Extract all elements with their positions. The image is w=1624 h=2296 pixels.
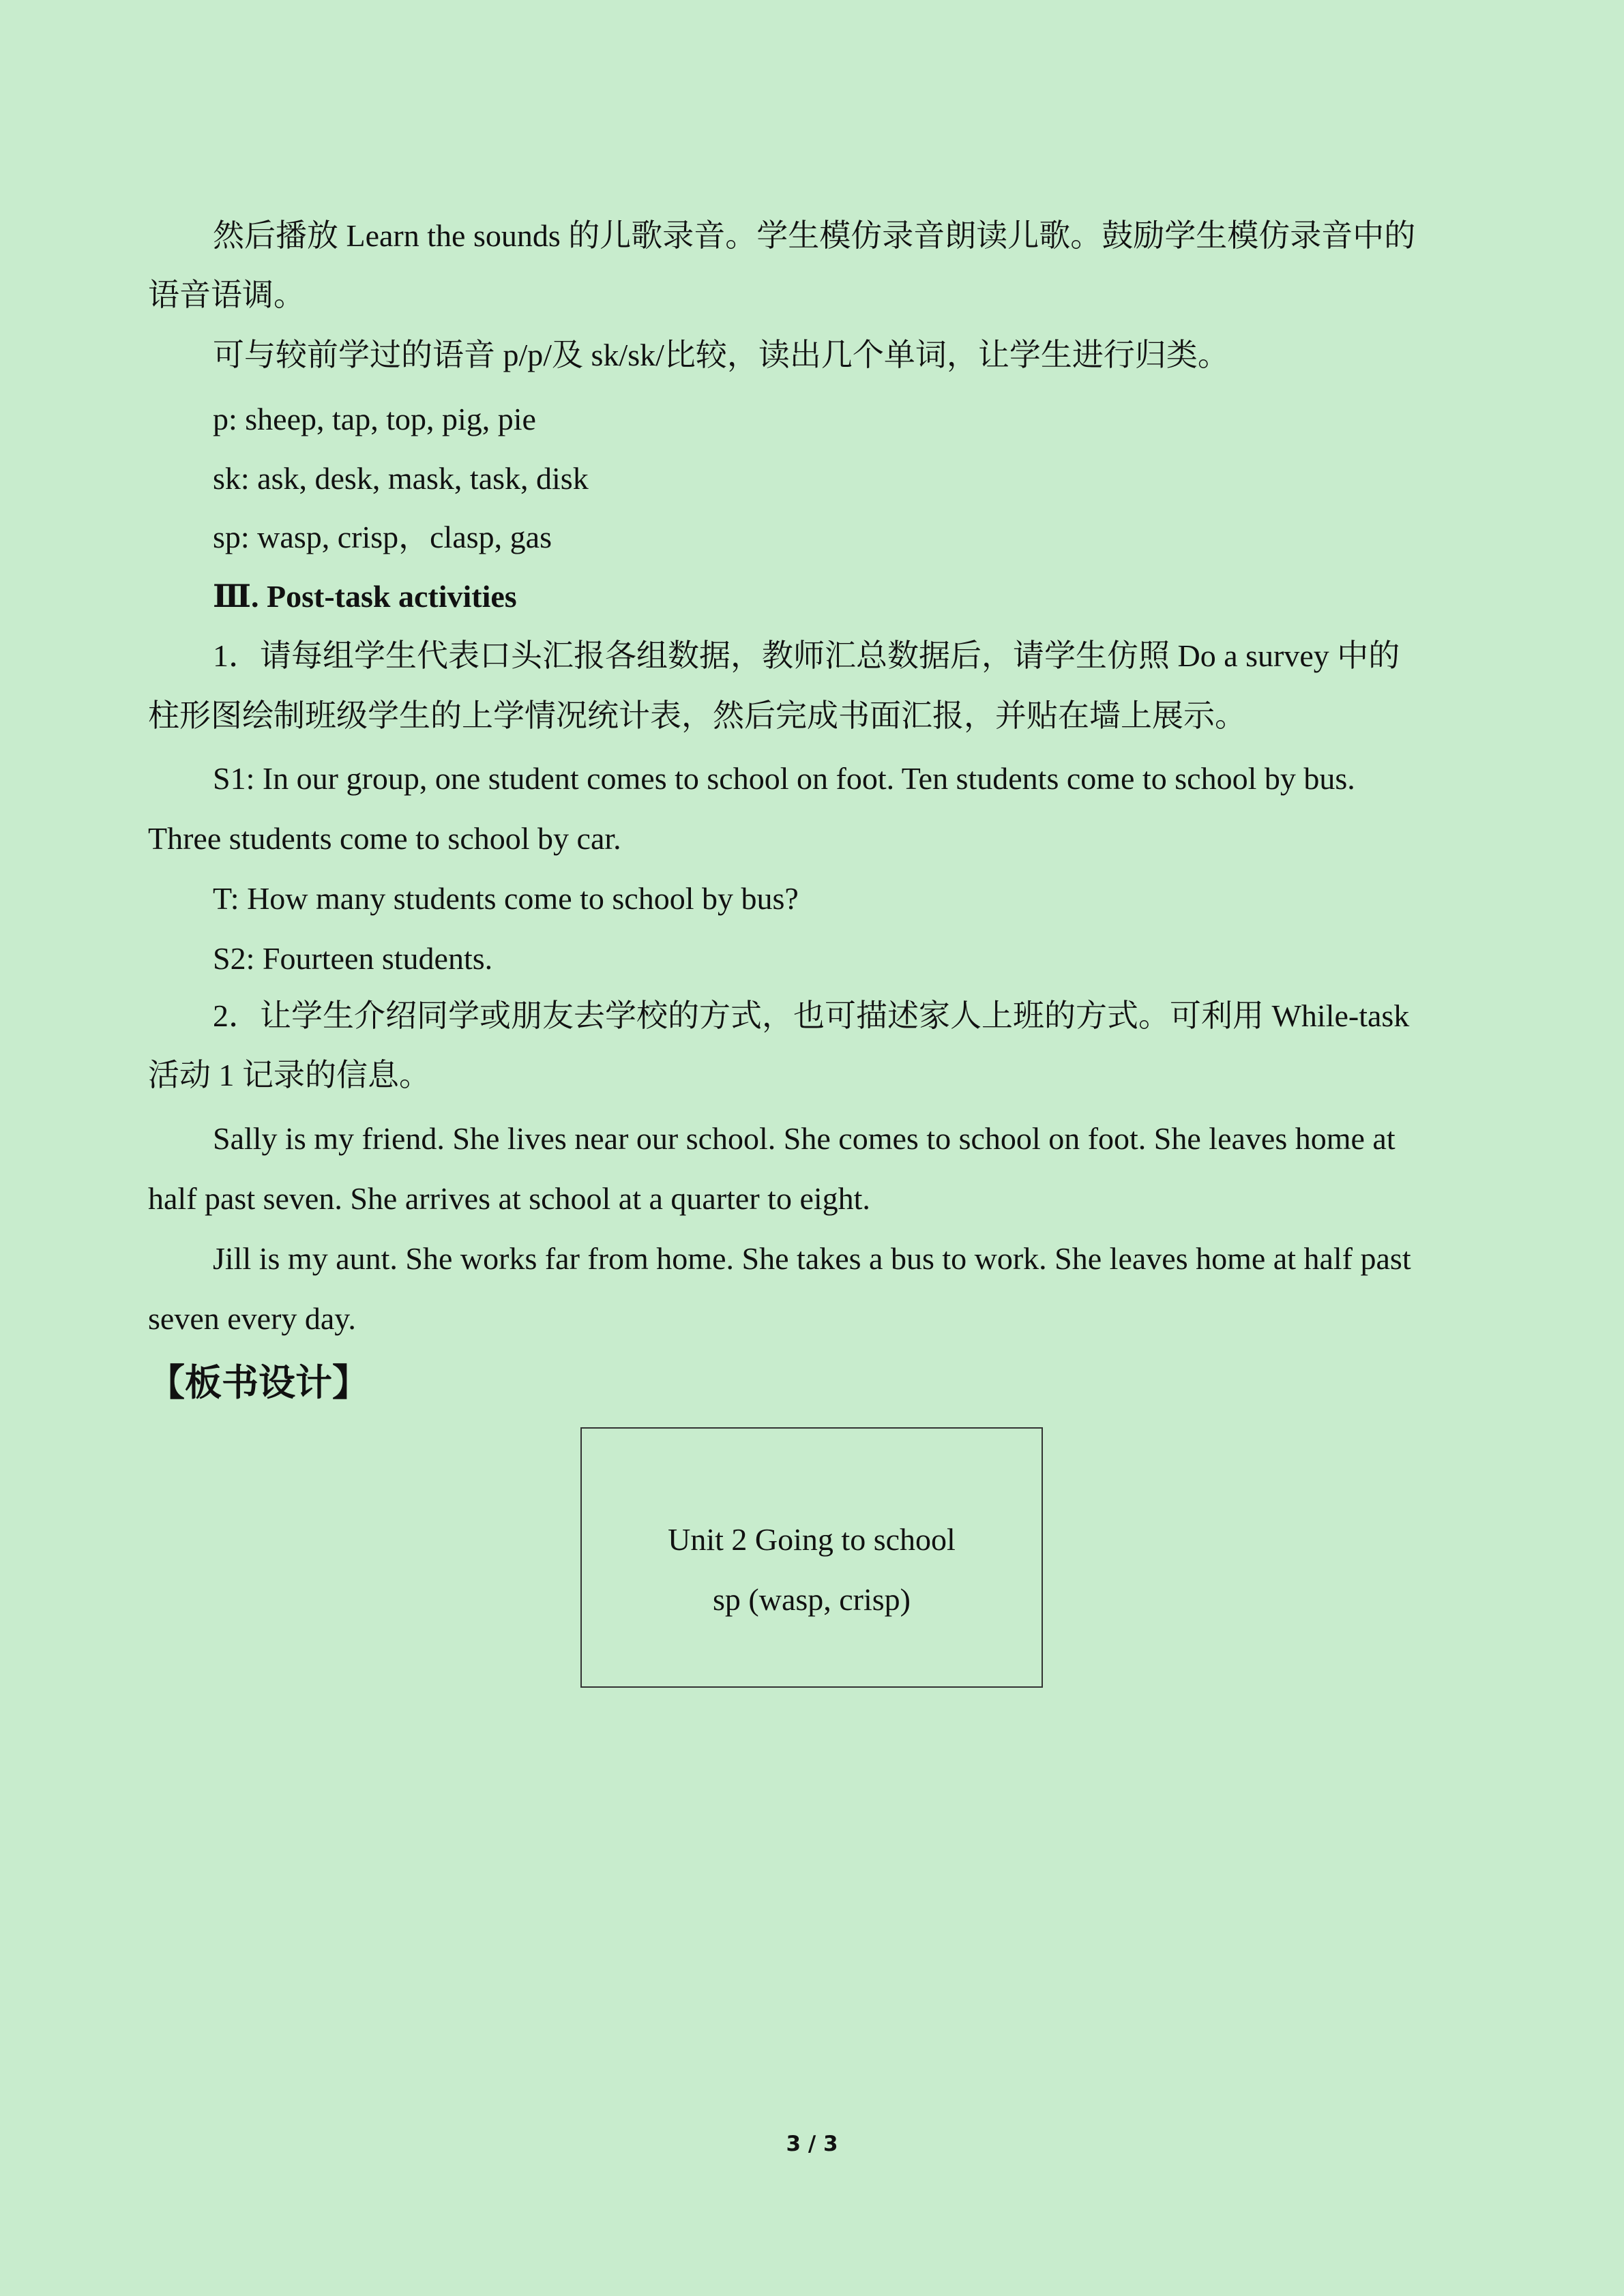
paragraph-line: half past seven. She arrives at school at a quarter to eight. bbox=[148, 1181, 870, 1216]
paragraph-line: Jill is my aunt. She works far from home. She takes a bus to work. She leaves home at half past bbox=[213, 1241, 1411, 1276]
page-number: 3 / 3 bbox=[786, 2132, 838, 2156]
paragraph-line: 语音语调。 bbox=[148, 278, 305, 312]
paragraph-line: 柱形图绘制班级学生的上学情况统计表，然后完成书面汇报，并贴在墙上展示。 bbox=[148, 698, 1246, 733]
dialogue-line: Three students come to school by car. bbox=[148, 821, 621, 856]
blackboard-design-box bbox=[580, 1427, 1043, 1688]
word-list-line: sk: ask, desk, mask, task, disk bbox=[213, 461, 589, 496]
dialogue-line: T: How many students come to school by bus? bbox=[213, 881, 799, 916]
paragraph-line: 1．请每组学生代表口头汇报各组数据，教师汇总数据后，请学生仿照 Do a survey 中的 bbox=[213, 638, 1400, 673]
subsection-heading: Ⅲ. Post-task activities bbox=[213, 579, 517, 614]
paragraph-line: 活动 1 记录的信息。 bbox=[148, 1058, 430, 1092]
dialogue-line: S1: In our group, one student comes to school on foot. Ten students come to school by bus. bbox=[213, 761, 1355, 796]
paragraph-line: seven every day. bbox=[148, 1301, 356, 1336]
paragraph-line: 2．让学生介绍同学或朋友去学校的方式，也可描述家人上班的方式。可利用 While-task bbox=[213, 998, 1410, 1033]
board-subtitle: sp (wasp, crisp) bbox=[713, 1582, 911, 1617]
word-list-line: p: sheep, tap, top, pig, pie bbox=[213, 402, 536, 436]
board-title: Unit 2 Going to school bbox=[668, 1522, 956, 1557]
paragraph-line: 然后播放 Learn the sounds 的儿歌录音。学生模仿录音朗读儿歌。鼓励学生模仿录音中的 bbox=[213, 218, 1416, 253]
word-list-line: sp: wasp, crisp，clasp, gas bbox=[213, 520, 552, 554]
section-heading: 【板书设计】 bbox=[148, 1361, 369, 1404]
paragraph-line: 可与较前学过的语音 p/p/及 sk/sk/比较，读出几个单词，让学生进行归类。 bbox=[213, 338, 1229, 372]
dialogue-line: S2: Fourteen students. bbox=[213, 941, 493, 976]
paragraph-line: Sally is my friend. She lives near our school. She comes to school on foot. She leaves home at bbox=[213, 1121, 1396, 1156]
